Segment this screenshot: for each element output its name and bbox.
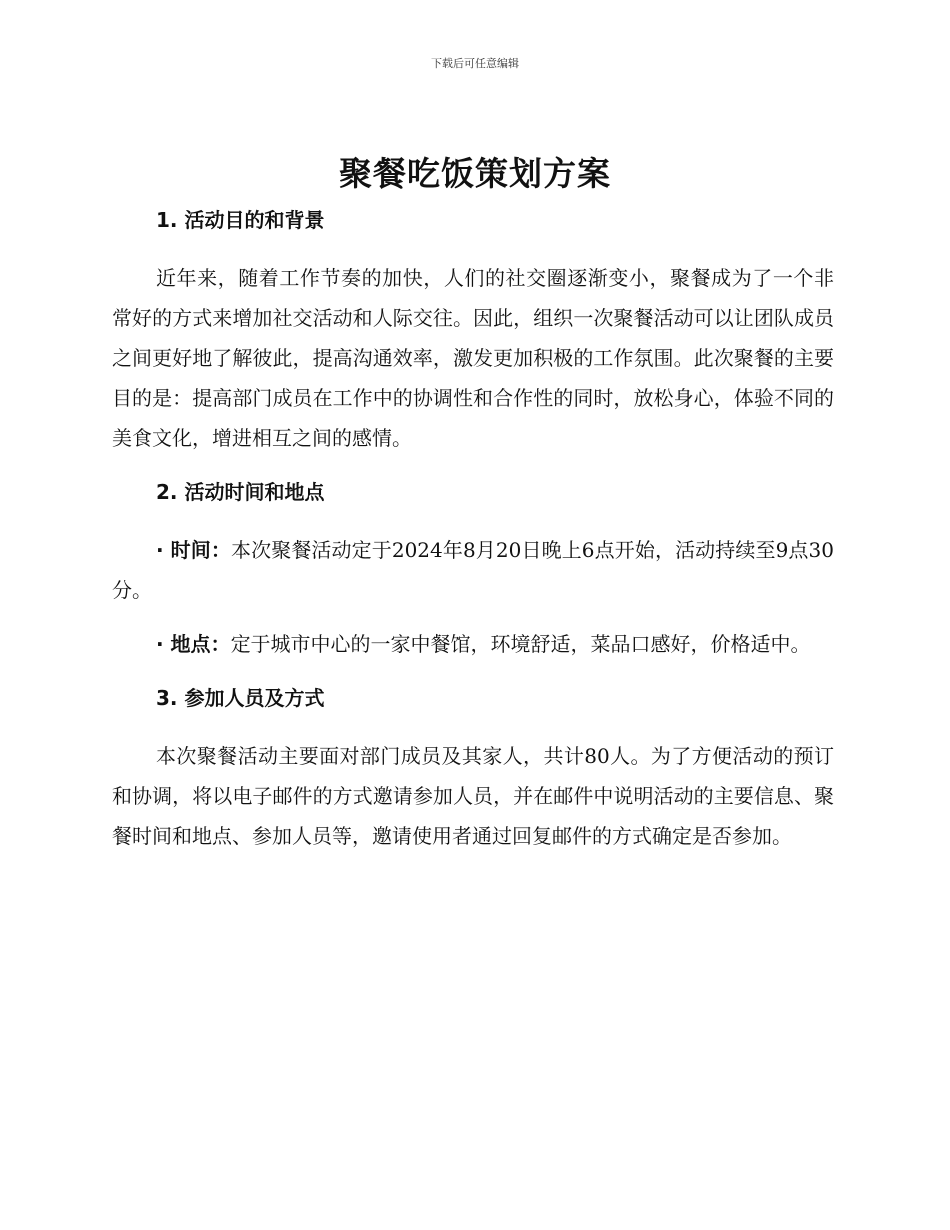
document-title: 聚餐吃饭策划方案 — [339, 154, 611, 193]
bullet-time — [112, 530, 834, 610]
section-heading-1: 1. 活动目的和背景 — [156, 208, 325, 232]
section-1-paragraph: 近年来，随着工作节奏的加快，人们的社交圈逐渐变小，聚餐成为了一个非常好的方式来增加社交活动和人际交往。因此，组织一次聚餐活动可以让团队成员之间更好地了解彼此，提高沟通效率，激发更加积极的工作氛围。此次聚餐的主要目的是：提高部门成员在工作中的协调性和合作性的同时，放松身心，体验不同的美食文化，增进相互之间的感情。 — [112, 266, 834, 450]
section-3-paragraph: 本次聚餐活动主要面对部门成员及其家人，共计80人。为了方便活动的预订和协调，将以电子邮件的方式邀请参加人员，并在邮件中说明活动的主要信息、聚餐时间和地点、参加人员等，邀请使用者通过回复邮件的方式确定是否参加。 — [112, 744, 834, 848]
bullet-location-label: · 地点： — [156, 632, 231, 656]
section-heading-2: 2. 活动时间和地点 — [156, 480, 325, 504]
document-body — [112, 204, 834, 856]
bullet-time-label: · 时间： — [156, 538, 231, 562]
header-note: 下载后可任意编辑 — [431, 57, 519, 70]
bullet-location — [112, 624, 834, 664]
bullet-location-text: 定于城市中心的一家中餐馆，环境舒适，菜品口感好，价格适中。 — [230, 632, 811, 656]
bullet-time-text: 本次聚餐活动定于2024年8月20日晚上6点开始，活动持续至9点30分。 — [112, 538, 834, 602]
section-heading-3: 3. 参加人员及方式 — [156, 686, 325, 710]
